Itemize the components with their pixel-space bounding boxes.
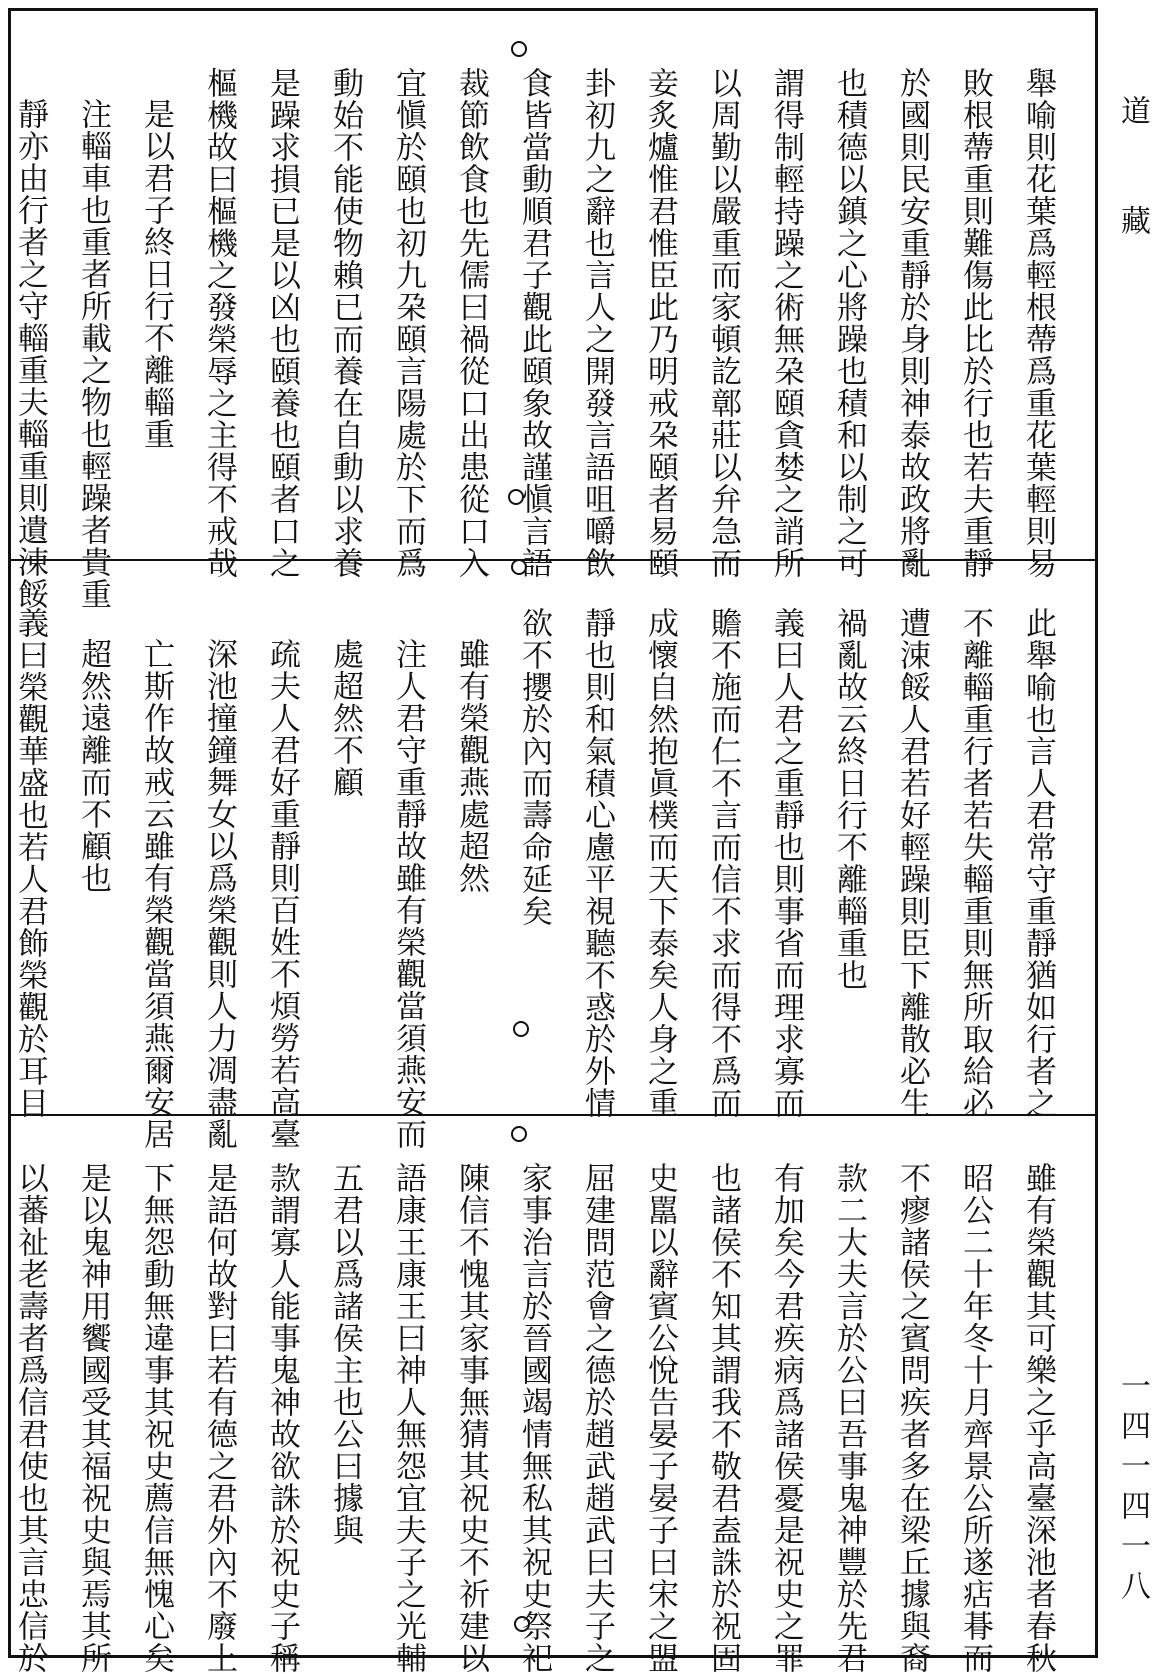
text-column: 雖有榮觀燕處超然 bbox=[453, 638, 489, 894]
text-column: 舉喻則花葉爲輕根蔕爲重花葉輕則易 bbox=[1020, 67, 1056, 579]
text-column: 超然遠離而不顧也 bbox=[75, 638, 111, 894]
text-panel-top bbox=[11, 11, 1095, 610]
circle-mark bbox=[511, 41, 527, 57]
text-column: 靜亦由行者之守輜重夫輜重則遺涑餒 bbox=[12, 98, 48, 610]
text-column: 不離輜重行者若失輜重則無所取給必 bbox=[957, 607, 993, 1119]
text-column: 款二大夫言於公曰吾事鬼神豐於先君 bbox=[831, 1162, 867, 1674]
text-column: 卦初九之辭也言人之開發言語咀嚼飲 bbox=[579, 67, 615, 579]
text-column: 欲不攖於內而壽命延矣 bbox=[516, 607, 552, 927]
text-column: 有加矣今君疾病爲諸侯憂是祝史之罪 bbox=[768, 1162, 804, 1674]
text-column: 昭公二十年冬十月齊景公所遂痁朞而 bbox=[957, 1162, 993, 1674]
text-column: 義曰人君之重靜也則事省而理求寡而 bbox=[768, 607, 804, 1119]
text-column: 是以君子終日行不離輜重 bbox=[138, 98, 174, 450]
text-column: 家事治言於晉國竭情無私其祝史祭祀 bbox=[516, 1162, 552, 1674]
text-column: 動始不能使物賴已而養在自動以求養 bbox=[327, 67, 363, 579]
text-column: 宜愼於頤也初九朶頤言陽處於下而爲 bbox=[390, 67, 426, 579]
circle-mark bbox=[508, 489, 524, 505]
column-group bbox=[0, 67, 1059, 610]
text-column: 以蕃祉老壽者爲信君使也其言忠信於 bbox=[12, 1162, 48, 1674]
text-column: 是語何故對曰若有德之君外內不廢上 bbox=[201, 1162, 237, 1674]
text-column: 以周勤以嚴重而家頓訖鄣莊以弁急而 bbox=[705, 67, 741, 579]
text-column: 靜也則和氣積心慮平視聽不惑於外情 bbox=[579, 607, 615, 1119]
text-column: 裁節飲食也先儒曰禍從口出患從口入 bbox=[453, 67, 489, 579]
text-column: 義曰榮觀華盛也若人君飾榮觀於耳目 bbox=[12, 607, 48, 1119]
text-column: 是躁求損已是以凶也頤養也頤者口之 bbox=[264, 67, 300, 579]
side-title: 道藏 bbox=[1115, 95, 1150, 315]
text-panel-bottom bbox=[11, 1114, 1095, 1674]
page-frame bbox=[8, 8, 1098, 1674]
text-column: 也積德以鎮之心將躁也積和以制之可 bbox=[831, 67, 867, 579]
text-column: 妾炙爐惟君惟臣此乃明戒朶頤者易頤 bbox=[642, 67, 678, 579]
side-page-number: 一四一四一八 bbox=[1115, 1370, 1150, 1610]
text-column: 也諸侯不知其謂我不敬君盍誅於祝固 bbox=[705, 1162, 741, 1674]
text-column: 不瘳諸侯之賓問疾者多在梁丘據與裔 bbox=[894, 1162, 930, 1674]
text-column: 食皆當動順君子觀此頤象故謹愼言語 bbox=[516, 67, 552, 579]
text-column: 注人君守重靜故雖有榮觀當須燕安而 bbox=[390, 638, 426, 1150]
text-column: 敗根蔕重則難傷此比於行也若夫重靜 bbox=[957, 67, 993, 579]
circle-mark bbox=[511, 1126, 527, 1142]
text-column: 款謂寡人能事鬼神故欲誅於祝史子稱 bbox=[264, 1162, 300, 1674]
text-column: 下無怨動無違事其祝史薦信無愧心矣 bbox=[138, 1162, 174, 1674]
text-column: 於國則民安重靜於身則神泰故政將亂 bbox=[894, 67, 930, 579]
text-column: 亡斯作故戒云雖有榮觀當須燕爾安居 bbox=[138, 638, 174, 1150]
text-column: 遭涑餒人君若好輕躁則臣下離散必生 bbox=[894, 607, 930, 1119]
text-column: 雖有榮觀其可樂之乎高臺深池者春秋 bbox=[1020, 1162, 1056, 1674]
text-column: 謂得制輕持躁之術無朶頤貪婪之誚所 bbox=[768, 67, 804, 579]
text-panel-middle bbox=[11, 559, 1095, 1150]
text-column: 樞機故曰樞機之發榮辱之主得不戒哉 bbox=[201, 67, 237, 579]
circle-mark bbox=[511, 559, 527, 575]
text-column: 屈建問范會之德於趙武趙武曰夫子之 bbox=[579, 1162, 615, 1674]
circle-mark bbox=[514, 1616, 530, 1632]
text-column: 處超然不顧 bbox=[327, 638, 363, 798]
column-group bbox=[0, 607, 1059, 1150]
text-column: 成懷自然抱眞樸而天下泰矣人身之重 bbox=[642, 607, 678, 1119]
text-column: 禍亂故云終日行不離輜重也 bbox=[831, 607, 867, 991]
column-group bbox=[0, 1162, 1059, 1674]
text-column: 注輜車也重者所載之物也輕躁者貴重 bbox=[75, 98, 111, 610]
text-column: 此舉喻也言人君常守重靜猶如行者之 bbox=[1020, 607, 1056, 1119]
circle-mark bbox=[513, 1021, 529, 1037]
text-column: 陳信不愧其家事無猜其祝史不祈建以 bbox=[453, 1162, 489, 1674]
text-column: 是以鬼神用饗國受其福祝史與焉其所 bbox=[75, 1162, 111, 1674]
text-column: 史嚚以辭賓公悅告晏子晏子曰宋之盟 bbox=[642, 1162, 678, 1674]
text-column: 語康王康王曰神人無怨宜夫子之光輔 bbox=[390, 1162, 426, 1674]
text-column: 五君以爲諸侯主也公曰據與 bbox=[327, 1162, 363, 1546]
text-column: 疏夫人君好重靜則百姓不煩勞若高臺 bbox=[264, 638, 300, 1150]
text-column: 贍不施而仁不言而信不求而得不爲而 bbox=[705, 607, 741, 1119]
text-column: 深池撞鐘舞女以爲榮觀則人力凋盡亂 bbox=[201, 638, 237, 1150]
